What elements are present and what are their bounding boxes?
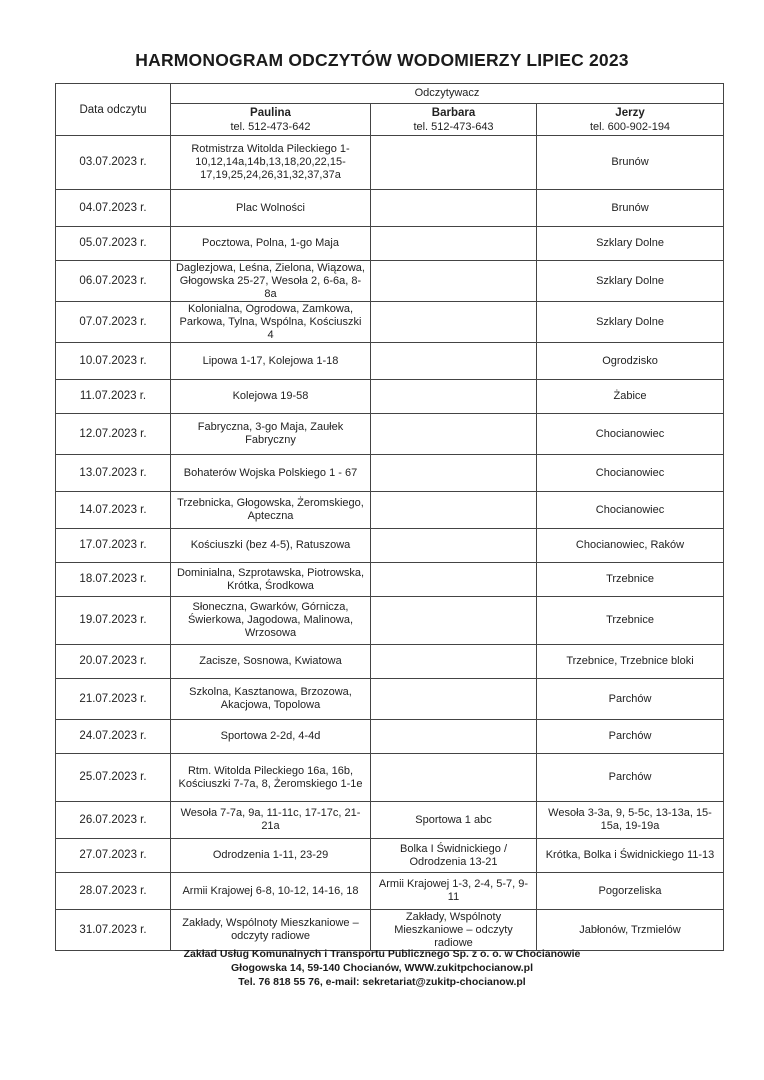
jerzy-cell: Brunów xyxy=(537,190,724,227)
table-row xyxy=(56,380,724,414)
barbara-cell xyxy=(371,302,537,343)
jerzy-cell: Parchów xyxy=(537,720,724,754)
paulina-cell: Fabryczna, 3-go Maja, Zaułek Fabryczny xyxy=(171,414,371,455)
date-column-header: Data odczytu xyxy=(56,84,171,136)
table-row xyxy=(56,754,724,802)
jerzy-cell: Żabice xyxy=(537,380,724,414)
date-cell: 21.07.2023 r. xyxy=(56,679,171,720)
jerzy-cell: Szklary Dolne xyxy=(537,261,724,302)
paulina-cell: Zacisze, Sosnowa, Kwiatowa xyxy=(171,645,371,679)
barbara-cell: Armii Krajowej 1-3, 2-4, 5-7, 9-11 xyxy=(371,873,537,910)
jerzy-cell: Wesoła 3-3a, 9, 5-5c, 13-13a, 15-15a, 19-19a xyxy=(537,802,724,839)
barbara-cell xyxy=(371,227,537,261)
table-row xyxy=(56,136,724,190)
table-row xyxy=(56,645,724,679)
footer-contact: Tel. 76 818 55 76, e-mail: sekretariat@zukitp-chocianow.pl xyxy=(238,976,526,988)
reader-name: Jerzy xyxy=(615,106,645,119)
barbara-cell xyxy=(371,563,537,597)
jerzy-cell: Chocianowiec xyxy=(537,492,724,529)
barbara-cell xyxy=(371,529,537,563)
barbara-cell xyxy=(371,597,537,645)
jerzy-cell: Parchów xyxy=(537,754,724,802)
reader-phone: tel. 512-473-643 xyxy=(413,120,494,133)
date-cell: 28.07.2023 r. xyxy=(56,873,171,910)
paulina-cell: Wesoła 7-7a, 9a, 11-11c, 17-17c, 21-21a xyxy=(171,802,371,839)
jerzy-cell: Trzebnice, Trzebnice bloki xyxy=(537,645,724,679)
date-cell: 11.07.2023 r. xyxy=(56,380,171,414)
jerzy-cell: Chocianowiec, Raków xyxy=(537,529,724,563)
reader-header-paulina xyxy=(171,104,371,136)
date-cell: 17.07.2023 r. xyxy=(56,529,171,563)
reader-name: Barbara xyxy=(431,106,476,119)
page-title: HARMONOGRAM ODCZYTÓW WODOMIERZY LIPIEC 2023 xyxy=(135,50,629,70)
table-row xyxy=(56,873,724,910)
date-cell: 27.07.2023 r. xyxy=(56,839,171,873)
barbara-cell xyxy=(371,380,537,414)
table-row xyxy=(56,261,724,302)
date-cell: 04.07.2023 r. xyxy=(56,190,171,227)
reader-name: Paulina xyxy=(250,106,291,119)
table-row xyxy=(56,679,724,720)
barbara-cell xyxy=(371,679,537,720)
date-cell: 07.07.2023 r. xyxy=(56,302,171,343)
table-row xyxy=(56,529,724,563)
jerzy-cell: Ogrodzisko xyxy=(537,343,724,380)
date-cell: 10.07.2023 r. xyxy=(56,343,171,380)
company-footer xyxy=(0,947,764,989)
barbara-cell: Sportowa 1 abc xyxy=(371,802,537,839)
date-cell: 13.07.2023 r. xyxy=(56,455,171,492)
reader-header-barbara xyxy=(371,104,537,136)
date-cell: 25.07.2023 r. xyxy=(56,754,171,802)
table-row xyxy=(56,597,724,645)
jerzy-cell: Chocianowiec xyxy=(537,455,724,492)
barbara-cell xyxy=(371,754,537,802)
paulina-cell: Odrodzenia 1-11, 23-29 xyxy=(171,839,371,873)
barbara-cell xyxy=(371,414,537,455)
paulina-cell: Kolejowa 19-58 xyxy=(171,380,371,414)
barbara-cell xyxy=(371,455,537,492)
reader-header-jerzy xyxy=(537,104,724,136)
jerzy-cell: Brunów xyxy=(537,136,724,190)
paulina-cell: Trzebnicka, Głogowska, Żeromskiego, Apteczna xyxy=(171,492,371,529)
barbara-cell: Zakłady, Wspólnoty Mieszkaniowe – odczyty radiowe xyxy=(371,910,537,951)
paulina-cell: Armii Krajowej 6-8, 10-12, 14-16, 18 xyxy=(171,873,371,910)
table-row xyxy=(56,492,724,529)
paulina-cell: Daglezjowa, Leśna, Zielona, Wiązowa, Głogowska 25-27, Wesoła 2, 6-6a, 8-8a xyxy=(171,261,371,302)
jerzy-cell: Szklary Dolne xyxy=(537,302,724,343)
table-row xyxy=(56,839,724,873)
date-cell: 19.07.2023 r. xyxy=(56,597,171,645)
table-row xyxy=(56,190,724,227)
schedule-table xyxy=(55,83,724,951)
reader-phone: tel. 600-902-194 xyxy=(589,120,671,133)
date-cell: 24.07.2023 r. xyxy=(56,720,171,754)
date-cell: 05.07.2023 r. xyxy=(56,227,171,261)
jerzy-cell: Trzebnice xyxy=(537,597,724,645)
paulina-cell: Rotmistrza Witolda Pileckiego 1-10,12,14a,14b,13,18,20,22,15-17,19,25,24,26,31,32,37,37a xyxy=(171,136,371,190)
table-row xyxy=(56,563,724,597)
barbara-cell xyxy=(371,645,537,679)
date-cell: 12.07.2023 r. xyxy=(56,414,171,455)
barbara-cell xyxy=(371,136,537,190)
barbara-cell xyxy=(371,190,537,227)
date-cell: 20.07.2023 r. xyxy=(56,645,171,679)
barbara-cell xyxy=(371,343,537,380)
date-cell: 06.07.2023 r. xyxy=(56,261,171,302)
paulina-cell: Pocztowa, Polna, 1-go Maja xyxy=(171,227,371,261)
paulina-cell: Słoneczna, Gwarków, Górnicza, Świerkowa, Jagodowa, Malinowa, Wrzosowa xyxy=(171,597,371,645)
footer-address: Głogowska 14, 59-140 Chocianów, WWW.zukitpchocianow.pl xyxy=(230,962,534,974)
barbara-cell: Bolka I Świdnickiego / Odrodzenia 13-21 xyxy=(371,839,537,873)
paulina-cell: Dominialna, Szprotawska, Piotrowska, Krótka, Środkowa xyxy=(171,563,371,597)
jerzy-cell: Pogorzeliska xyxy=(537,873,724,910)
jerzy-cell: Trzebnice xyxy=(537,563,724,597)
date-cell: 18.07.2023 r. xyxy=(56,563,171,597)
date-cell: 26.07.2023 r. xyxy=(56,802,171,839)
paulina-cell: Bohaterów Wojska Polskiego 1 - 67 xyxy=(171,455,371,492)
table-row xyxy=(56,910,724,951)
readers-group-header: Odczytywacz xyxy=(171,84,724,104)
footer-company-name: Zakład Usług Komunalnych i Transportu Publicznego Sp. z o. o. w Chocianowie xyxy=(183,948,581,960)
paulina-cell: Kolonialna, Ogrodowa, Zamkowa, Parkowa, Tylna, Wspólna, Kościuszki 4 xyxy=(171,302,371,343)
jerzy-cell: Szklary Dolne xyxy=(537,227,724,261)
barbara-cell xyxy=(371,720,537,754)
jerzy-cell: Parchów xyxy=(537,679,724,720)
date-cell: 03.07.2023 r. xyxy=(56,136,171,190)
reader-phone: tel. 512-473-642 xyxy=(230,120,311,133)
barbara-cell xyxy=(371,492,537,529)
date-cell: 14.07.2023 r. xyxy=(56,492,171,529)
table-row xyxy=(56,343,724,380)
table-row xyxy=(56,455,724,492)
jerzy-cell: Chocianowiec xyxy=(537,414,724,455)
table-row xyxy=(56,302,724,343)
date-cell: 31.07.2023 r. xyxy=(56,910,171,951)
paulina-cell: Szkolna, Kasztanowa, Brzozowa, Akacjowa, Topolowa xyxy=(171,679,371,720)
table-row xyxy=(56,227,724,261)
paulina-cell: Sportowa 2-2d, 4-4d xyxy=(171,720,371,754)
paulina-cell: Kościuszki (bez 4-5), Ratuszowa xyxy=(171,529,371,563)
paulina-cell: Zakłady, Wspólnoty Mieszkaniowe – odczyty radiowe xyxy=(171,910,371,951)
table-row xyxy=(56,802,724,839)
barbara-cell xyxy=(371,261,537,302)
jerzy-cell: Jabłonów, Trzmielów xyxy=(537,910,724,951)
paulina-cell: Lipowa 1-17, Kolejowa 1-18 xyxy=(171,343,371,380)
paulina-cell: Plac Wolności xyxy=(171,190,371,227)
jerzy-cell: Krótka, Bolka i Świdnickiego 11-13 xyxy=(537,839,724,873)
table-row xyxy=(56,414,724,455)
table-row xyxy=(56,720,724,754)
paulina-cell: Rtm. Witolda Pileckiego 16a, 16b, Kościuszki 7-7a, 8, Żeromskiego 1-1e xyxy=(171,754,371,802)
